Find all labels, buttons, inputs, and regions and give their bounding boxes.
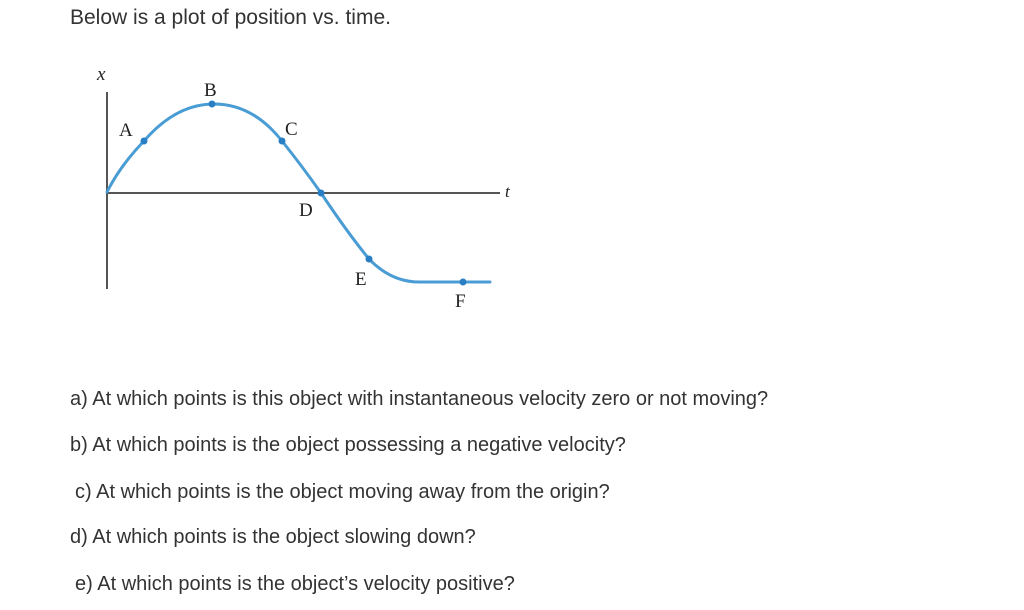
question-a: a) At which points is this object with instantaneous velocity zero or not moving? <box>70 388 769 410</box>
point-a-label: A <box>119 120 133 141</box>
question-e: e) At which points is the object’s velocity positive? <box>75 573 515 595</box>
question-c: c) At which points is the object moving away from the origin? <box>75 481 610 503</box>
point-f-label: F <box>455 291 466 312</box>
point-d-label: D <box>299 200 313 221</box>
intro-text: Below is a plot of position vs. time. <box>70 6 391 29</box>
point-c-label: C <box>285 119 298 140</box>
point-b-label: B <box>204 80 217 101</box>
point-e-label: E <box>355 269 367 290</box>
x-axis-label: x <box>97 64 106 85</box>
question-d: d) At which points is the object slowing down? <box>70 526 476 548</box>
question-b: b) At which points is the object possessing a negative velocity? <box>70 434 626 456</box>
t-axis-label: t <box>505 182 510 201</box>
